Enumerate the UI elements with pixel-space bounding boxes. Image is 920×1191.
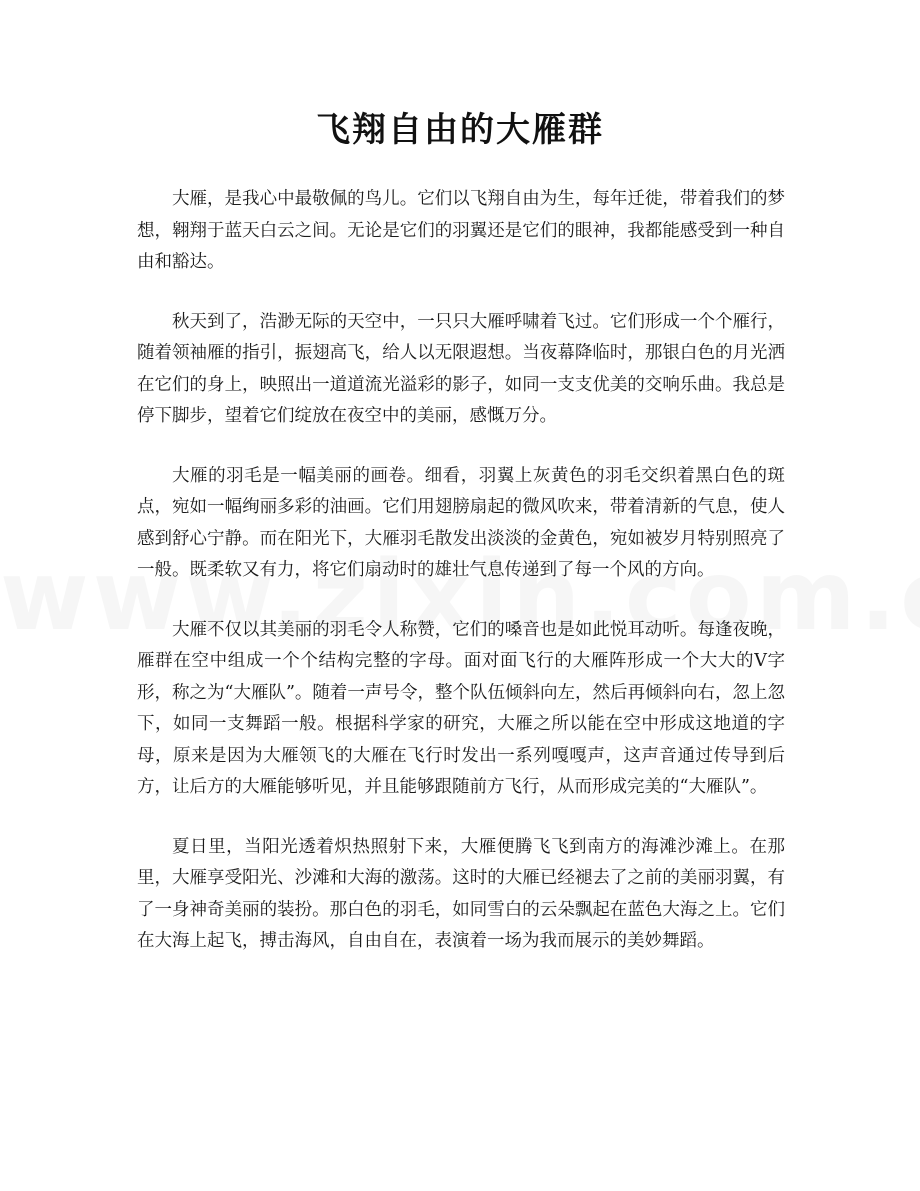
document-body — [137, 184, 785, 986]
document-title: 飞翔自由的大雁群 — [316, 110, 604, 150]
paragraph-4: 大雁不仅以其美丽的羽毛令人称赞，它们的嗓音也是如此悦耳动听。每逢夜晚，雁群在空中组成一个个结构完整的字母。面对面飞行的大雁阵形成一个大大的V字形，称之为“大雁队”。随着一声号令，整个队伍倾斜向左，然后再倾斜向右，忽上忽下，如同一支舞蹈一般。根据科学家的研究，大雁之所以能在空中形成这地道的字母，原来是因为大雁领飞的大雁在飞行时发出一系列嘎嘎声，这声音通过传导到后方，让后方的大雁能够听见，并且能够跟随前方飞行，从而形成完美的“大雁队”。 — [137, 619, 785, 797]
paragraph-2: 秋天到了，浩渺无际的天空中，一只只大雁呼啸着飞过。它们形成一个个雁行，随着领袖雁的指引，振翅高飞，给人以无限遐想。当夜幕降临时，那银白色的月光洒在它们的身上，映照出一道道流光溢彩的影子，如同一支支优美的交响乐曲。我总是停下脚步，望着它们绽放在夜空中的美丽，感慨万分。 — [137, 311, 785, 426]
paragraph-5: 夏日里，当阳光透着炽热照射下来，大雁便腾飞飞到南方的海滩沙滩上。在那里，大雁享受阳光、沙滩和大海的激荡。这时的大雁已经褪去了之前的美丽羽翼，有了一身神奇美丽的装扮。那白色的羽毛，如同雪白的云朵飘起在蓝色大海之上。它们在大海上起飞，搏击海风，自由自在，表演着一场为我而展示的美妙舞蹈。 — [137, 836, 785, 951]
paragraph-3: 大雁的羽毛是一幅美丽的画卷。细看，羽翼上灰黄色的羽毛交织着黑白色的斑点，宛如一幅绚丽多彩的油画。它们用翅膀扇起的微风吹来，带着清新的气息，使人感到舒心宁静。而在阳光下，大雁羽毛散发出淡淡的金黄色，宛如被岁月特别照亮了一般。既柔软又有力，将它们扇动时的雄壮气息传递到了每一个风的方向。 — [137, 465, 785, 580]
paragraph-1: 大雁，是我心中最敬佩的鸟儿。它们以飞翔自由为生，每年迁徙，带着我们的梦想，翱翔于蓝天白云之间。无论是它们的羽翼还是它们的眼神，我都能感受到一种自由和豁达。 — [137, 189, 785, 272]
